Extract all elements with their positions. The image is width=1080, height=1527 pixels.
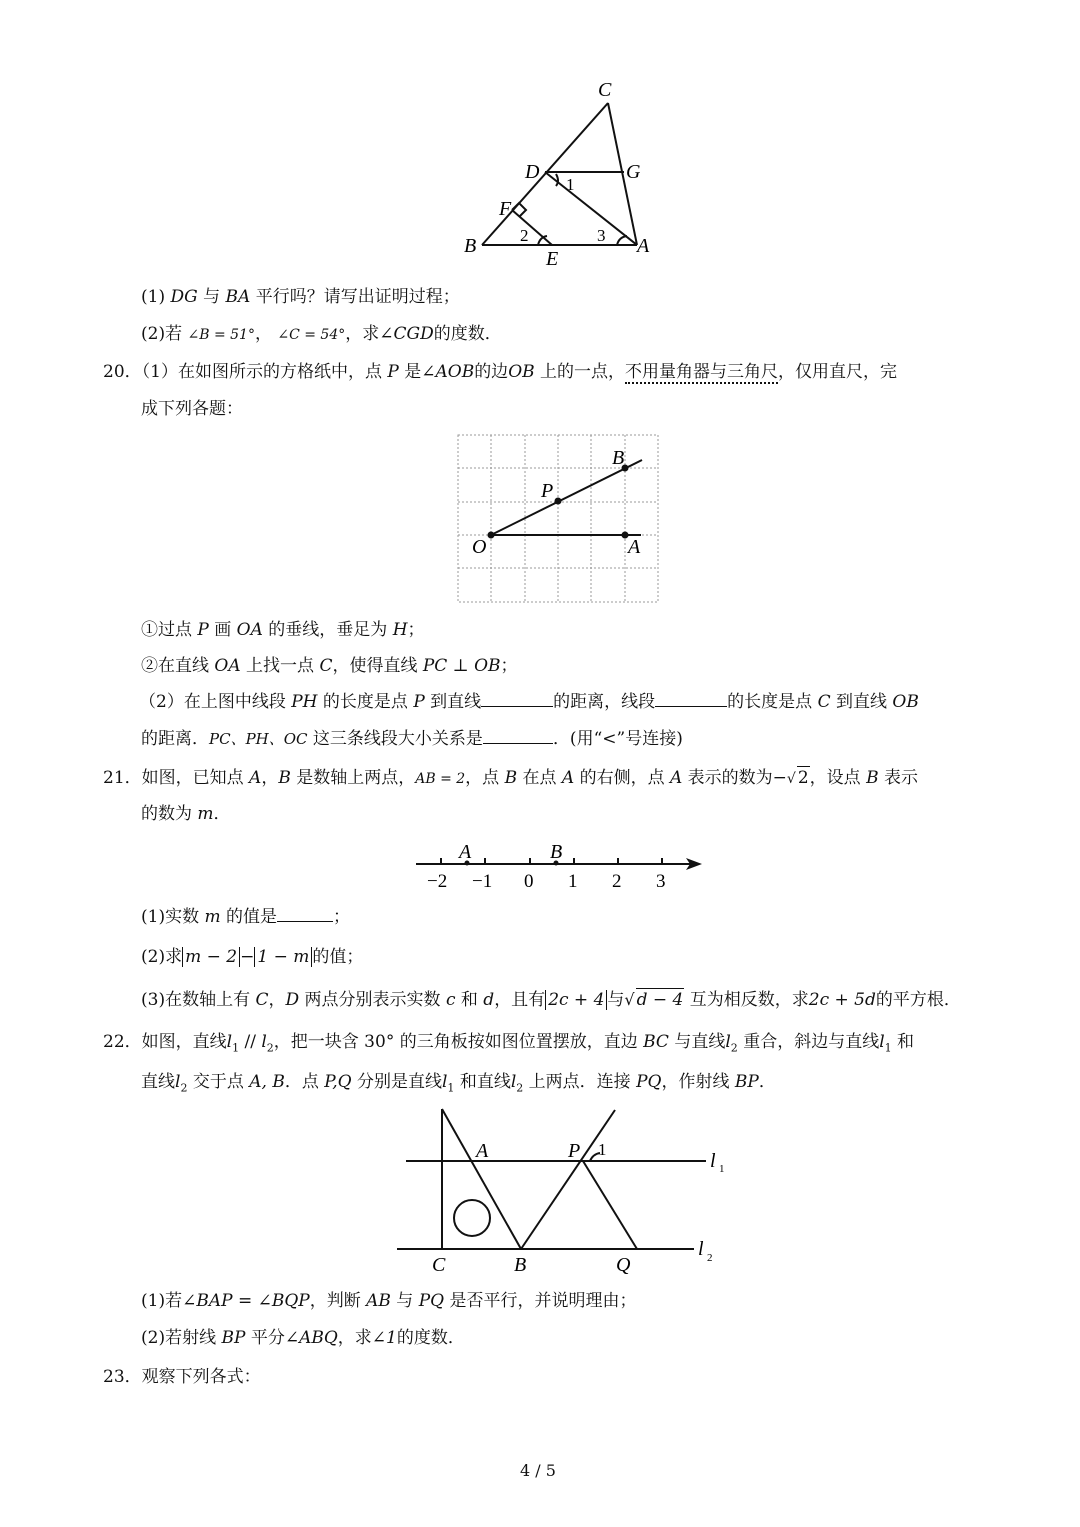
fig22-label-l1-sub: 1 [719, 1163, 725, 1175]
text: OB [892, 692, 919, 712]
text: c [445, 990, 456, 1010]
fig19-label-e: E [546, 248, 559, 270]
text: 上两点．连接 [523, 1072, 637, 1092]
text: 的平方根． [875, 990, 961, 1010]
q21-part3: (3)在数轴上有 C，D 两点分别表示实数 c 和 d，且有 2c + 4 与√ d − 4 互为相反数，求2c + 5d的平方根． [141, 990, 961, 1010]
text: (1) [141, 287, 171, 307]
text: 和 [891, 1032, 915, 1052]
text: (1)若 [141, 1291, 183, 1311]
fig21-tick-label: 3 [656, 871, 666, 892]
text: B [866, 768, 879, 788]
text: 平行吗？请写出证明过程； [250, 287, 460, 307]
text: 如图，已知点 [141, 768, 250, 788]
text: l [261, 1032, 267, 1052]
text: A, B [249, 1072, 285, 1092]
text: ∠CGD [379, 324, 434, 344]
text: 的值； [312, 947, 364, 967]
text: 的距离，线段 [553, 692, 656, 712]
text: A [561, 768, 575, 788]
text: (3)在数轴上有 [141, 990, 256, 1010]
text: 1 [232, 1041, 240, 1055]
text: ，把一块含 30° 的三角板按如图位置摆放，直边 [273, 1032, 644, 1052]
text: ∠ABQ [284, 1328, 338, 1348]
fig22-angle-1: 1 [598, 1140, 607, 1159]
text: 2 [730, 1041, 738, 1055]
text: 2 [797, 768, 809, 788]
text: 2c + 4 [545, 990, 607, 1010]
text: BP [734, 1072, 759, 1092]
text: (2)若 [141, 324, 188, 344]
text: 上的一点， [534, 362, 626, 382]
text: ， [254, 324, 278, 344]
text: 重合，斜边与直线 [737, 1032, 880, 1052]
text: OB [508, 362, 535, 382]
fig20-label-o: O [472, 536, 487, 558]
text: 与直线 [668, 1032, 726, 1052]
fig21-tick-label: −2 [427, 871, 448, 892]
fig19-angle-1: 1 [566, 175, 575, 194]
text: ，点 [465, 768, 505, 788]
fig22-label-l1: l [710, 1150, 716, 1172]
text: A [249, 768, 262, 788]
fig22-label-a: A [476, 1140, 489, 1162]
emphasis-dotted: 不用量角器与三角尺 [625, 362, 779, 382]
text: 和直线 [454, 1072, 511, 1092]
text: 如图，直线 [141, 1032, 227, 1052]
text: DG [170, 287, 198, 307]
text: AB = 2 [415, 771, 466, 787]
fig21-label-a: A [459, 841, 472, 863]
text: 交于点 [187, 1072, 250, 1092]
text: H [392, 620, 408, 640]
text: l [879, 1032, 885, 1052]
fig20-label-a: A [628, 536, 641, 558]
text: ，且有 [494, 990, 546, 1010]
text: (2)求 [141, 947, 183, 967]
q22-part1 [141, 1290, 637, 1312]
text: d [483, 990, 495, 1010]
text: l [175, 1072, 181, 1092]
text: ∠B = 51° [187, 327, 255, 343]
text: ．点 [284, 1072, 325, 1092]
text: 的边 [474, 362, 509, 382]
text: 的值是 [220, 907, 278, 927]
text: 与 [197, 287, 226, 307]
text: m − 2 [182, 947, 240, 967]
text: OA [214, 656, 241, 676]
fig19-label-a: A [637, 235, 650, 257]
text: ，使得直线 [332, 656, 423, 676]
text: （2）在上图中线段 [139, 692, 292, 712]
text: P [387, 362, 399, 382]
page-number: 4 / 5 [520, 1461, 556, 1480]
text: 的右侧，点 [574, 768, 670, 788]
fig20-label-p: P [541, 480, 554, 502]
text: l [226, 1032, 233, 1052]
text: ， [261, 768, 279, 788]
text: 的垂线，垂足为 [262, 620, 393, 640]
text: d − 4 [636, 990, 684, 1010]
text: 在点 [517, 768, 562, 788]
question-number: 21． [103, 768, 142, 788]
text: 2 [266, 1041, 274, 1055]
text: ，仅用直尺，完 [778, 362, 898, 382]
text: PQ [636, 1072, 662, 1092]
text: ； [407, 620, 425, 640]
text: PH [291, 692, 318, 712]
text: B [504, 768, 518, 788]
text: C [319, 656, 333, 676]
fig19-label-c: C [598, 79, 612, 101]
text: 1 − m [254, 947, 312, 967]
text: 平分 [245, 1328, 285, 1348]
text: 和 [455, 990, 484, 1010]
text: m [197, 804, 214, 824]
text: 画 [208, 620, 237, 640]
text: 的距离． [141, 729, 209, 749]
text: 2 [516, 1081, 524, 1095]
text: BA [225, 287, 251, 307]
text: ∠1 [371, 1328, 397, 1348]
q21-line1: 21．如图，已知点 A，B 是数轴上两点，AB = 2，点 B 在点 A 的右侧，点 A 表示的数为−√ 2，设点 B 表示 [103, 768, 918, 788]
question-number: 23． [103, 1367, 142, 1387]
text: 是数轴上两点， [290, 768, 416, 788]
text: 是 [398, 362, 422, 382]
fig19-label-d: D [525, 161, 540, 183]
text: ∠BAP = ∠BQP [182, 1291, 310, 1311]
text: OA [236, 620, 263, 640]
text: ．(用“<”号连接) [552, 729, 683, 749]
fig21-tick-label: −1 [472, 871, 493, 892]
fig21-tick-label: 1 [568, 871, 578, 892]
text: AB [366, 1291, 391, 1311]
text: 2 [180, 1081, 188, 1095]
fig19-label-b: B [464, 235, 477, 257]
text: P [197, 620, 209, 640]
text: − [240, 947, 255, 967]
text: 这三条线段大小关系是 [307, 729, 483, 749]
text: P [413, 692, 425, 712]
fig21-label-b: B [550, 841, 563, 863]
text: 的度数． [396, 1328, 465, 1348]
fig22-label-p: P [568, 1140, 581, 1162]
text: 直线 [141, 1072, 175, 1092]
text: ，求 [345, 324, 380, 344]
text: ， [268, 990, 286, 1010]
fig20-label-b: B [612, 447, 625, 469]
text: l [725, 1032, 731, 1052]
text: 上找一点 [240, 656, 320, 676]
text: PQ [418, 1291, 445, 1311]
text: m [204, 907, 221, 927]
text: ，求 [337, 1328, 372, 1348]
text: PC ⊥ OB [422, 656, 501, 676]
text: 2c + 5d [808, 990, 876, 1010]
text: ． [758, 1072, 776, 1092]
q23-line1 [103, 1366, 261, 1388]
text: ，作射线 [661, 1072, 735, 1092]
fig19-label-g: G [626, 161, 641, 183]
text: 与 [607, 990, 625, 1010]
text: PC、PH、OC [209, 730, 308, 748]
text: ∠C = 54° [277, 327, 346, 343]
fig22-label-q: Q [616, 1254, 631, 1276]
text: (1)实数 [141, 907, 205, 927]
text: 的长度是点 [727, 692, 818, 712]
fig19-label-f: F [499, 198, 512, 220]
text: 表示的数为 [682, 768, 773, 788]
text: P,Q [324, 1072, 352, 1092]
text: ②在直线 [141, 656, 215, 676]
fig22-label-l2-sub: 2 [707, 1252, 713, 1264]
text: 互为相反数，求 [684, 990, 809, 1010]
text: C [255, 990, 269, 1010]
fig22-label-l2: l [698, 1238, 704, 1260]
text: 到直线 [830, 692, 893, 712]
text: （1）在如图所示的方格纸中，点 [141, 362, 388, 382]
q20-line2: 成下列各题： [141, 399, 243, 419]
text: 两点分别表示实数 [299, 990, 446, 1010]
text: 的度数． [433, 324, 502, 344]
text: ； [333, 907, 351, 927]
text: // [239, 1032, 262, 1052]
text: BP [221, 1328, 246, 1348]
text: 表示 [878, 768, 918, 788]
text: A [669, 768, 683, 788]
text: ①过点 [141, 620, 198, 640]
text: D [285, 990, 300, 1010]
text: 的数为 [141, 804, 198, 824]
text: BC [643, 1032, 669, 1052]
text: 观察下列各式： [141, 1367, 261, 1387]
text: 是否平行，并说明理由； [444, 1291, 637, 1311]
text: ． [213, 804, 231, 824]
text: l [441, 1072, 448, 1092]
text: 分别是直线 [351, 1072, 442, 1092]
question-number: 22． [103, 1032, 142, 1052]
fig22-label-b: B [514, 1254, 527, 1276]
fig22-label-c: C [432, 1254, 446, 1276]
q22-part2 [141, 1327, 465, 1349]
text: 1 [884, 1041, 892, 1055]
fig21-tick-label: 2 [612, 871, 622, 892]
text: (2)若射线 [141, 1328, 222, 1348]
text: C [817, 692, 831, 712]
text: 的长度是点 [317, 692, 414, 712]
text: 1 [447, 1081, 455, 1095]
text: 到直线 [424, 692, 482, 712]
question-number: 20． [103, 362, 142, 382]
fig19-angle-2: 2 [520, 226, 529, 245]
text: ∠AOB [421, 362, 475, 382]
fig21-tick-label: 0 [524, 871, 534, 892]
text: − [772, 768, 787, 788]
text: l [510, 1072, 517, 1092]
text: ； [500, 656, 518, 676]
text: 与 [390, 1291, 419, 1311]
fig19-angle-3: 3 [597, 226, 606, 245]
text: ，判断 [309, 1291, 367, 1311]
text: B [278, 768, 291, 788]
text: ，设点 [809, 768, 867, 788]
